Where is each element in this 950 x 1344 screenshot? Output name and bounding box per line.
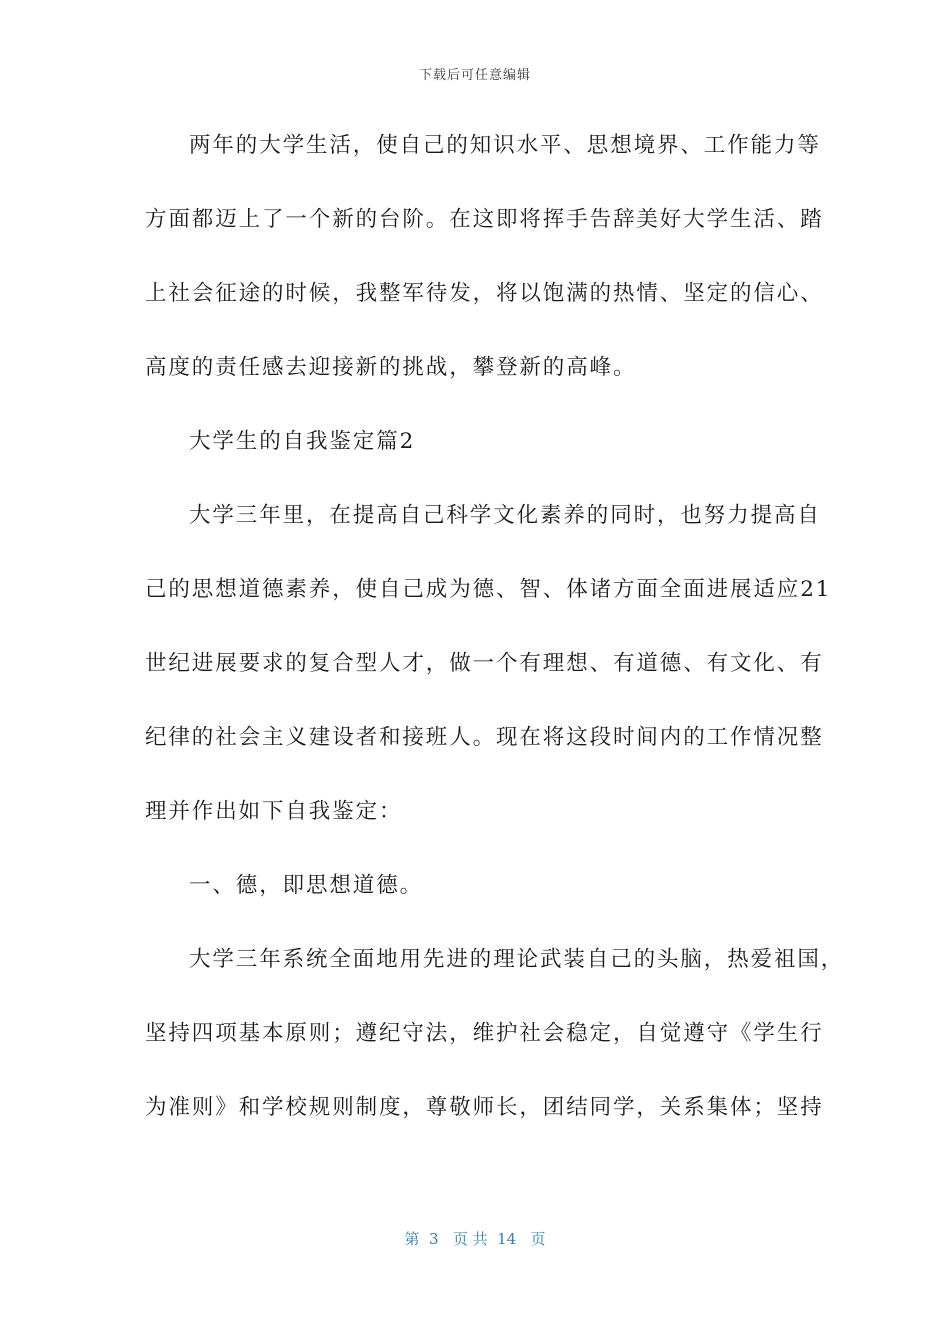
paragraph-line: 大学三年系统全面地用先进的理论武装自己的头脑，热爱祖国， bbox=[189, 947, 845, 972]
page-footer-page-number: 第 3 页 共 14 页 bbox=[404, 1230, 546, 1248]
paragraph-line: 方面都迈上了一个新的台阶。在这即将挥手告辞美好大学生活、踏 bbox=[145, 207, 824, 232]
paragraph-line: 为准则》和学校规则制度，尊敬师长，团结同学，关系集体；坚持 bbox=[145, 1095, 824, 1120]
document-body bbox=[145, 121, 845, 1157]
subsection-heading bbox=[145, 861, 805, 935]
paragraph-line: 纪律的社会主义建设者和接班人。现在将这段时间内的工作情况整 bbox=[145, 725, 824, 750]
section-heading-text: 大学生的自我鉴定篇2 bbox=[189, 429, 416, 454]
paragraph-line: 上社会征途的时候，我整军待发，将以饱满的热情、坚定的信心、 bbox=[145, 281, 824, 306]
paragraph-line: 高度的责任感去迎接新的挑战，攀登新的高峰。 bbox=[145, 355, 637, 380]
paragraph-line: 己的思想道德素养，使自己成为德、智、体诸方面全面进展适应21 bbox=[145, 577, 832, 602]
subsection-heading-text: 一、德，即思想道德。 bbox=[189, 873, 424, 898]
paragraph-line: 理并作出如下自我鉴定： bbox=[145, 799, 403, 824]
paragraph-line: 坚持四项基本原则；遵纪守法，维护社会稳定，自觉遵守《学生行 bbox=[145, 1021, 824, 1046]
paragraph-3 bbox=[145, 935, 845, 1157]
paragraph-2 bbox=[145, 491, 832, 861]
paragraph-line: 两年的大学生活，使自己的知识水平、思想境界、工作能力等 bbox=[189, 133, 821, 158]
paragraph-1 bbox=[145, 121, 824, 417]
paragraph-line: 世纪进展要求的复合型人才，做一个有理想、有道德、有文化、有 bbox=[145, 651, 824, 676]
page-header-note: 下载后可任意编辑 bbox=[418, 68, 531, 83]
section-heading bbox=[145, 417, 805, 491]
paragraph-line: 大学三年里，在提高自己科学文化素养的同时，也努力提高自 bbox=[189, 503, 821, 528]
